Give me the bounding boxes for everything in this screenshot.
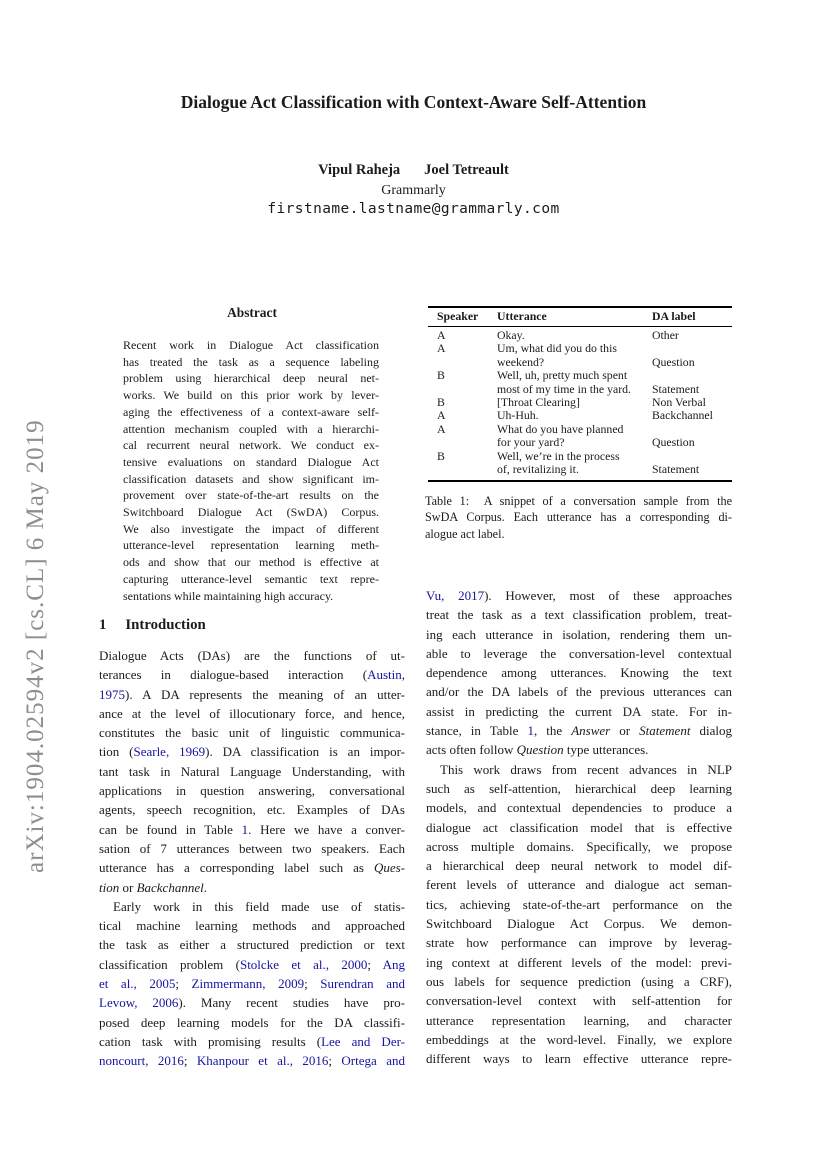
citation-link[interactable]: Searle, 1969 bbox=[133, 744, 206, 760]
text-line: SwDA Corpus. Each utterance has a corresponding di- bbox=[425, 510, 732, 525]
text-line: dialogue act classification model that is effective bbox=[426, 819, 732, 835]
text-line: posed deep learning models for the DA classifi- bbox=[99, 1014, 405, 1030]
author-name: Joel Tetreault bbox=[424, 162, 509, 178]
column-header-utterance: Utterance bbox=[497, 309, 547, 323]
right-paragraph-1 bbox=[426, 586, 732, 760]
table-1 bbox=[428, 306, 732, 482]
table-row bbox=[428, 369, 732, 396]
citation-link[interactable]: Levow, 2006 bbox=[99, 995, 179, 1011]
da-label-cell: Question bbox=[652, 354, 695, 369]
text-line: stance, in Table 1, the Answer or Statement dialog bbox=[426, 723, 732, 739]
text-line: Recent work in Dialogue Act classification bbox=[123, 338, 379, 352]
text-line: tion (Searle, 1969). DA classification is an impor- bbox=[99, 744, 405, 760]
text-line: utterance-level representation learning meth- bbox=[123, 538, 379, 553]
text-line: noncourt, 2016; Khanpour et al., 2016; Ortega and bbox=[99, 1053, 405, 1069]
text-line: ance at the level of illocutionary force, and hence, bbox=[99, 705, 405, 721]
table-row bbox=[428, 450, 732, 477]
table-row bbox=[428, 423, 732, 450]
text-line: the task as either a structured prediction or text bbox=[99, 937, 405, 953]
citation-link[interactable]: 1 bbox=[527, 723, 534, 739]
text-line: provement over state-of-the-art results on the bbox=[123, 488, 379, 503]
da-label-cell: Statement bbox=[652, 462, 700, 477]
text-line: classification datasets and show significant im- bbox=[123, 471, 379, 486]
text-line: Table 1: A snippet of a conversation sample from the bbox=[425, 494, 732, 508]
text-line: cation task with promising results (Lee and Der- bbox=[99, 1033, 405, 1049]
text-line: alogue act label. bbox=[425, 526, 505, 541]
speaker-cell: A bbox=[437, 341, 446, 356]
da-label-cell: Other bbox=[652, 328, 679, 342]
citation-link[interactable]: Austin bbox=[367, 667, 402, 683]
speaker-cell: A bbox=[437, 421, 446, 436]
citation-link[interactable]: Vu, 2017 bbox=[426, 588, 485, 603]
text-line: sentations while maintaining high accuracy. bbox=[123, 588, 334, 603]
table-header-row bbox=[428, 308, 732, 327]
paper-title: Dialogue Act Classification with Context-Aware Self-Attention bbox=[180, 92, 647, 112]
text-line: models, and contextual dependencies to produce a bbox=[426, 800, 732, 816]
text-line: constitutes the basic unit of linguistic communica- bbox=[99, 725, 405, 741]
text-line: embeddings at the word-level. Finally, we explore bbox=[426, 1031, 732, 1047]
section-title: Introduction bbox=[125, 617, 206, 633]
text-line: classification problem (Stolcke et al., 2000; Ang bbox=[99, 956, 405, 972]
column-header-speaker: Speaker bbox=[437, 309, 479, 323]
abstract-body bbox=[123, 337, 379, 604]
text-line: across multiple domains. Specifically, we propose bbox=[426, 838, 732, 854]
right-paragraph-2 bbox=[426, 760, 732, 1069]
text-line: ing context at different levels of the model: previ- bbox=[426, 954, 732, 970]
text-line: Switchboard Dialogue Act (SwDA) Corpus. bbox=[123, 505, 379, 520]
table-row bbox=[428, 396, 732, 409]
text-line: 1975). A DA represents the meaning of an utter- bbox=[99, 686, 405, 702]
text-line: cal recurrent neural network. We conduct ex- bbox=[123, 438, 379, 453]
right-column bbox=[426, 586, 732, 1068]
citation-link[interactable]: 1975 bbox=[99, 686, 125, 702]
text-line: This work draws from recent advances in NLP bbox=[440, 761, 732, 777]
text-line: and/or the DA labels of the previous utterances can bbox=[426, 684, 732, 700]
author-name: Vipul Raheja bbox=[318, 162, 401, 178]
section-heading-introduction bbox=[99, 617, 206, 634]
table-body bbox=[428, 327, 732, 480]
da-label-cell: Question bbox=[652, 435, 695, 450]
text-line: tics, achieving state-of-the-art performance on the bbox=[426, 896, 732, 912]
speaker-cell: B bbox=[437, 368, 445, 383]
column-header-da-label: DA label bbox=[652, 309, 696, 323]
text-line: ous labels for sequence prediction (using a CRF), bbox=[426, 973, 732, 989]
utterance-cell: Well, uh, pretty much spent most of my time in the yard. bbox=[497, 368, 632, 396]
text-line: tion or Backchannel. bbox=[99, 879, 207, 895]
text-line: a hierarchical deep neural network to model dif- bbox=[426, 858, 732, 874]
text-line: such as self-attention, hierarchical deep learning bbox=[426, 780, 732, 796]
text-line: We also investigate the impact of different bbox=[123, 521, 379, 536]
da-label-cell: Non Verbal bbox=[652, 395, 706, 410]
text-line: Levow, 2006). Many recent studies have pro- bbox=[99, 995, 405, 1011]
text-line: tical machine learning methods and approached bbox=[99, 918, 405, 934]
intro-paragraph-2 bbox=[99, 897, 405, 1071]
text-line: assist in predicting the current DA state. For in- bbox=[426, 703, 732, 719]
speaker-cell: A bbox=[437, 408, 446, 423]
speaker-cell: A bbox=[437, 328, 446, 342]
text-line: has treated the task as a sequence labeling bbox=[123, 354, 379, 369]
citation-link[interactable]: et al., 2005 bbox=[99, 976, 176, 992]
text-line: strate how performance can improve by leverag- bbox=[426, 935, 732, 951]
table-1-caption bbox=[425, 493, 732, 542]
citation-link[interactable]: Lee and Der- bbox=[321, 1033, 405, 1049]
text-line: attention mechanism coupled with a hierarchi- bbox=[123, 421, 379, 436]
table-row bbox=[428, 409, 732, 422]
text-line: ods and show that our method is effective at bbox=[123, 555, 379, 570]
text-line: conversation-level context with self-attention for bbox=[426, 993, 732, 1009]
citation-link[interactable]: noncourt, 2016 bbox=[99, 1053, 184, 1069]
text-line: applications in question answering, conversational bbox=[99, 783, 405, 799]
section-number: 1 bbox=[99, 617, 107, 633]
utterance-cell: Well, we’re in the process of, revitalizing it. bbox=[497, 448, 620, 477]
text-line: agents, speech recognition, etc. Examples of DAs bbox=[99, 802, 405, 818]
text-line: utterance has a corresponding label such as Ques- bbox=[99, 860, 405, 876]
text-line: can be found in Table 1. Here we have a conver- bbox=[99, 821, 405, 837]
paper-authors bbox=[0, 162, 827, 179]
citation-link[interactable]: Ang bbox=[382, 956, 405, 972]
citation-link[interactable]: 1 bbox=[241, 821, 249, 837]
arxiv-watermark: arXiv:1904.02594v2 [cs.CL] 6 May 2019 bbox=[22, 419, 49, 873]
text-line: problem using hierarchical deep neural net- bbox=[123, 371, 379, 386]
speaker-cell: B bbox=[437, 395, 445, 410]
left-column bbox=[99, 646, 405, 1071]
abstract-heading: Abstract bbox=[227, 305, 277, 320]
text-line: capturing utterance-level semantic text repre- bbox=[123, 571, 379, 586]
text-line: tant task in Natural Language Understanding, with bbox=[99, 763, 405, 779]
text-line: different ways to learn effective utterance repre- bbox=[426, 1051, 732, 1067]
citation-link[interactable]: Stolcke et al., 2000 bbox=[239, 956, 368, 972]
intro-paragraph-1 bbox=[99, 646, 405, 897]
text-line: treat the task as a text classification problem, treat- bbox=[426, 607, 732, 623]
citation-link[interactable]: Khanpour et al., 2016 bbox=[196, 1053, 329, 1069]
speaker-cell: B bbox=[437, 448, 445, 463]
email-address[interactable]: firstname.lastname@grammarly.com bbox=[267, 201, 560, 217]
text-line: et al., 2005; Zimmermann, 2009; Surendran and bbox=[99, 976, 405, 992]
utterance-cell: Uh-Huh. bbox=[497, 408, 539, 423]
text-line: utterance representation learning, and character bbox=[426, 1012, 732, 1028]
utterance-cell: [Throat Clearing] bbox=[497, 395, 580, 410]
text-line: able to leverage the conversation-level contextual bbox=[426, 645, 732, 661]
text-line: acts often follow Question type utterances. bbox=[426, 742, 649, 758]
da-label-cell: Statement bbox=[652, 381, 700, 396]
utterance-cell: Um, what did you do this weekend? bbox=[497, 341, 617, 369]
text-line: dependence among utterances. Knowing the text bbox=[426, 665, 732, 681]
table-row bbox=[428, 342, 732, 369]
utterance-cell: Okay. bbox=[497, 328, 525, 342]
citation-link[interactable]: Surendran and bbox=[320, 976, 405, 992]
citation-link[interactable]: Ortega and bbox=[341, 1053, 405, 1069]
text-line: Switchboard Dialogue Act Corpus. We demon- bbox=[426, 916, 732, 932]
text-line: ing each utterance in isolation, rendering them un- bbox=[426, 626, 732, 642]
affiliation: Grammarly bbox=[381, 183, 446, 198]
text-line: ferent levels of utterance and dialogue act seman- bbox=[426, 877, 732, 893]
text-line: aging the effectiveness of a context-aware self- bbox=[123, 404, 379, 419]
text-line: Dialogue Acts (DAs) are the functions of ut- bbox=[99, 648, 405, 663]
text-line: sation of 7 utterances between two speakers. Each bbox=[99, 840, 405, 856]
citation-link[interactable]: Zimmermann, 2009 bbox=[191, 976, 305, 992]
text-line: Vu, 2017). However, most of these approaches bbox=[426, 588, 732, 603]
utterance-cell: What do you have planned for your yard? bbox=[497, 421, 624, 450]
text-line: works. We build on this prior work by lever- bbox=[123, 388, 379, 403]
table-row bbox=[428, 329, 732, 342]
text-line: Early work in this field made use of statis- bbox=[113, 898, 405, 914]
text-line: terances in dialogue-based interaction (Austin, bbox=[99, 667, 405, 683]
da-label-cell: Backchannel bbox=[652, 408, 713, 423]
text-line: tensive evaluations on standard Dialogue Act bbox=[123, 454, 379, 469]
